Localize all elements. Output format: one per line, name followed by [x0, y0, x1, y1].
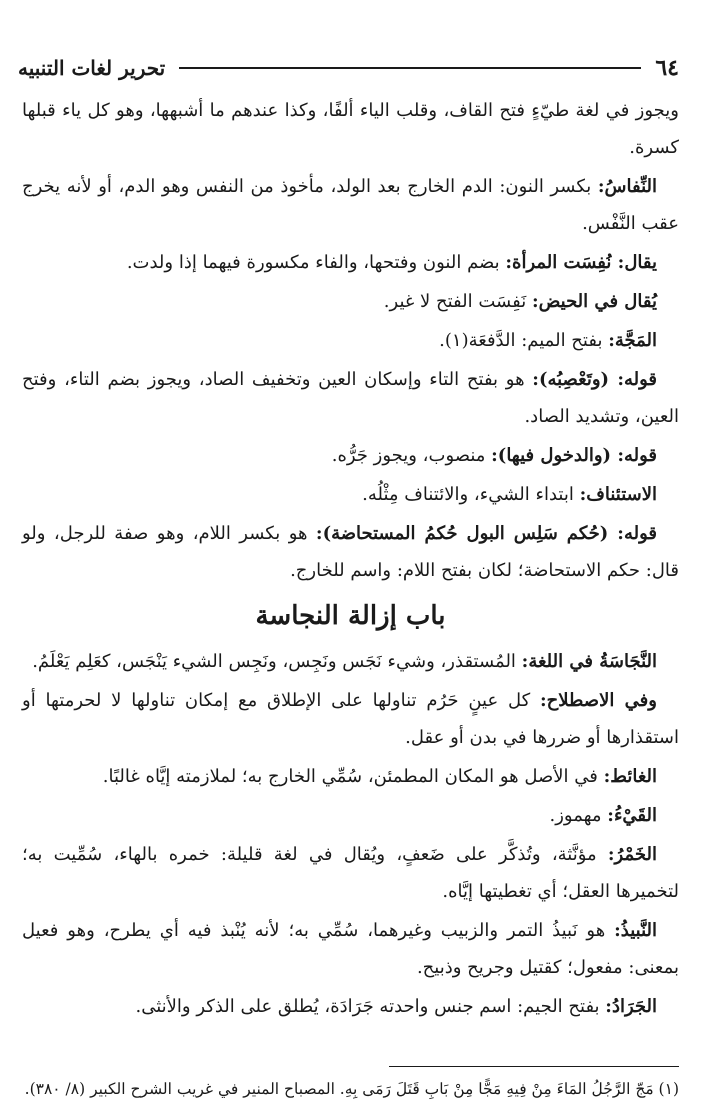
- entry-term: الخَمْرُ:: [607, 844, 657, 865]
- paragraph: [22, 244, 679, 281]
- entry-term: الغائط:: [603, 766, 657, 787]
- entry-term: النِّفاسُ:: [597, 176, 657, 197]
- entry-text: هو نَبيذُ التمر والزبيب وغيرهما، سُمِّي به؛ لأنه يُنْبذ فيه أي يطرح، وهو فعيل بمعنى: مفعول؛ كقتيل وجريح وذبيح.: [22, 920, 679, 978]
- entry-text: نَفِسَت الفتح لا غير.: [383, 291, 532, 312]
- entry-term: المَجَّة:: [608, 330, 657, 351]
- header-rule: [179, 67, 641, 69]
- entry-text: هو بفتح التاء وإسكان العين وتخفيف الصاد، ويجوز بضم التاء، وفتح العين، وتشديد الصاد.: [22, 369, 679, 427]
- paragraph: [22, 912, 679, 986]
- entry-term: يُقال في الحيض:: [531, 291, 657, 312]
- entry-term: قوله: (وتَعْصِبُه):: [532, 369, 657, 390]
- paragraph: [22, 682, 679, 756]
- entry-text: بفتح الميم: الدَّفعَة(١).: [439, 330, 609, 351]
- entry-term: يقال: نُفِسَت المرأة:: [505, 252, 657, 273]
- paragraph: [22, 476, 679, 513]
- entry-text: ابتداء الشيء، والائتناف مِثْلُه.: [362, 484, 580, 505]
- footnote: (١) مَجّ الرَّجُلُ المَاءَ مِنْ فِيهِ مَجًّا مِنْ بَابِ قَتَلَ رَمَى بِهِ. المصباح المنير في غريب الشرح الكبير (٨/ ٣٨٠).: [24, 1080, 679, 1098]
- paragraph: [22, 437, 679, 474]
- page-header: [18, 50, 679, 86]
- entry-text: ويجوز في لغة طيّءٍ فتح القاف، وقلب الياء ألفًا، وكذا عندهم ما أشبهها، وهو كل ياء قبلها كسرة.: [22, 100, 679, 158]
- paragraph: [22, 758, 679, 795]
- paragraph: [22, 92, 679, 166]
- entry-text: هو بكسر اللام، وهو صفة للرجل، ولو قال: حكم الاستحاضة؛ لكان بفتح اللام: واسم للخارج.: [22, 523, 679, 581]
- entry-term: القَيْءُ:: [607, 805, 657, 826]
- paragraph: [22, 836, 679, 910]
- entry-text: منصوب، ويجوز جَرُّه.: [331, 445, 492, 466]
- paragraph: [22, 361, 679, 435]
- entry-text: المُستقذر، وشيء نَجَس ونَجِس، ونَجِس الشيء يَنْجَس، كعَلِم يَعْلَمُ.: [32, 651, 522, 672]
- entry-term: الجَرَادُ:: [605, 996, 657, 1017]
- paragraph: [22, 515, 679, 589]
- entry-term: الاستئناف:: [579, 484, 657, 505]
- paragraph: [22, 168, 679, 242]
- paragraph: [22, 283, 679, 320]
- entry-text: مؤنَّثة، وتُذكَّر على ضَعفٍ، ويُقال في لغة قليلة: خمره بالهاء، سُمِّيت به؛ لتخميرها العقل؛ أي تغطيتها إيَّاه.: [22, 844, 679, 902]
- page-number: ٦٤: [655, 55, 679, 81]
- entry-term: قوله: (والدخول فيها):: [491, 445, 657, 466]
- entry-text: بفتح الجيم: اسم جنس واحدته جَرَادَة، يُطلق على الذكر والأنثى.: [135, 996, 606, 1017]
- paragraph: [22, 797, 679, 834]
- paragraph: [22, 322, 679, 359]
- paragraph: [22, 988, 679, 1025]
- footnote-rule: [389, 1066, 679, 1067]
- entry-term: النَّجَاسَةُ في اللغة:: [521, 651, 657, 672]
- section-title: باب إزالة النجاسة: [255, 601, 446, 631]
- entry-text: كل عينٍ حَرُم تناولها على الإطلاق مع إمكان تناولها لا لحرمتها أو استقذارها أو ضررها في بدن أو عقل.: [22, 690, 679, 748]
- entry-text: مهموز.: [549, 805, 608, 826]
- entry-text: بكسر النون: الدم الخارج بعد الولد، مأخوذ من النفس وهو الدم، أو لأنه يخرج عقب النَّفْس.: [22, 176, 679, 234]
- book-title: تحرير لغات التنبيه: [18, 56, 166, 80]
- entry-term: قوله: (حُكم سَلِس البول حُكمُ المستحاضة):: [315, 523, 657, 544]
- entry-term: النَّبيذُ:: [614, 920, 657, 941]
- entry-text: بضم النون وفتحها، والفاء مكسورة فيهما إذا ولدت.: [126, 252, 506, 273]
- paragraph: [22, 643, 679, 680]
- page-body: [22, 92, 679, 1027]
- entry-term: وفي الاصطلاح:: [540, 690, 657, 711]
- entry-text: في الأصل هو المكان المطمئن، سُمِّي الخارج به؛ لملازمته إيَّاه غالبًا.: [102, 766, 604, 787]
